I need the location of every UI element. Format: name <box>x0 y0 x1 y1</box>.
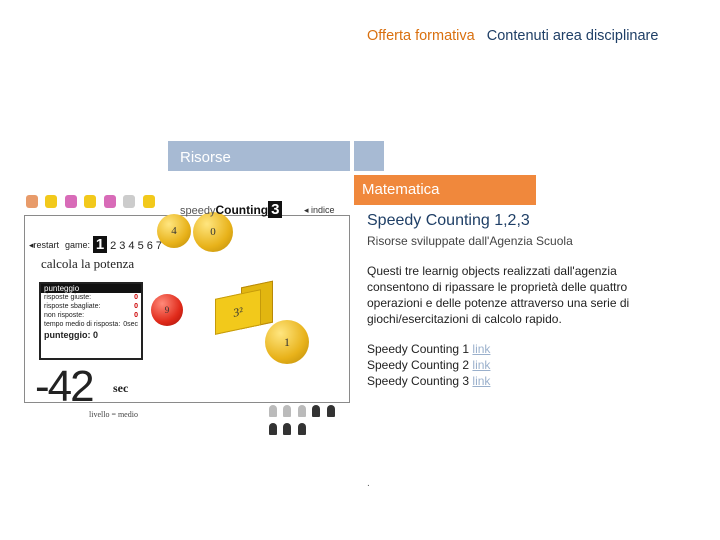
game-logo <box>180 201 282 218</box>
level-selector <box>93 236 162 253</box>
resource-subtitle: Risorse sviluppate dall'Agenzia Scuola <box>367 234 573 248</box>
link-row <box>367 341 490 357</box>
resource-title: Speedy Counting 1,2,3 <box>367 212 530 229</box>
answer-ball[interactable]: 9 <box>151 294 183 326</box>
answer-ball[interactable]: 1 <box>265 320 309 364</box>
stat-label: tempo medio di risposta: <box>44 321 121 328</box>
stat-value: 0 <box>134 303 138 310</box>
logo-small: speedy <box>180 205 216 217</box>
tab-matematica[interactable]: Matematica <box>354 175 536 205</box>
person-icon <box>298 405 306 417</box>
panel-header: punteggio <box>41 284 141 293</box>
stat-value: 0 <box>134 312 138 319</box>
score-panel <box>39 282 143 360</box>
character-icon <box>84 195 96 208</box>
character-icon <box>104 195 116 208</box>
character-icon <box>123 195 135 208</box>
game-prompt: calcola la potenza <box>41 256 135 271</box>
score-line <box>41 329 141 341</box>
game-screenshot <box>24 195 350 419</box>
person-icon <box>283 405 291 417</box>
indice-button[interactable]: ◂ indice <box>304 205 335 215</box>
tab-risorse[interactable]: Risorse <box>168 141 350 171</box>
score-label: punteggio: <box>44 330 91 340</box>
answer-ball[interactable]: 4 <box>157 214 191 248</box>
person-icon <box>269 405 277 417</box>
person-icon <box>283 423 291 435</box>
level-current[interactable]: 1 <box>93 236 107 253</box>
person-icon <box>312 405 320 417</box>
score-value: 0 <box>93 330 99 340</box>
link-label: Speedy Counting 2 <box>367 358 470 372</box>
stat-row <box>41 302 141 311</box>
person-icon <box>269 423 277 435</box>
restart-button[interactable]: ◂restart <box>29 240 60 250</box>
logo-number: 3 <box>268 201 282 218</box>
link-row <box>367 357 490 373</box>
timer-value: -42 <box>35 362 93 411</box>
person-icon <box>327 405 335 417</box>
link-label: Speedy Counting 1 <box>367 342 470 356</box>
game-frame <box>24 215 350 419</box>
level-text: livello = medio <box>89 410 138 419</box>
stat-value: 0sec <box>123 321 138 328</box>
level-options[interactable]: 2 3 4 5 6 7 <box>110 240 163 252</box>
resource-description: Questi tre learnig objects realizzati dall'agenzia consentono di ripassare le proprietà delle quattro operazioni e delle potenze attraverso una serie di giochi/esercitazioni di calcolo rapido. <box>367 264 630 326</box>
stat-row <box>41 293 141 302</box>
stat-label: risposte sbagliate: <box>44 303 101 310</box>
stat-label: risposte giuste: <box>44 294 92 301</box>
link-row <box>367 373 490 389</box>
character-icon <box>65 195 77 208</box>
expression-cube: 3² <box>215 289 261 335</box>
stat-value: 0 <box>134 294 138 301</box>
link-3[interactable]: link <box>472 374 491 388</box>
player-icons <box>269 404 349 440</box>
link-2[interactable]: link <box>472 358 491 372</box>
resource-links <box>367 341 490 389</box>
person-icon <box>298 423 306 435</box>
character-icon <box>143 195 155 208</box>
answer-ball[interactable]: 0 <box>193 212 233 252</box>
timer-unit: sec <box>113 381 129 395</box>
link-label: Speedy Counting 3 <box>367 374 470 388</box>
stat-row <box>41 320 141 329</box>
stat-row <box>41 311 141 320</box>
character-icon <box>26 195 38 208</box>
character-icon <box>45 195 57 208</box>
tab-risorse-side <box>354 141 384 171</box>
game-label: game: <box>65 240 91 250</box>
character-row <box>26 195 176 215</box>
nav-offerta-formativa[interactable]: Offerta formativa <box>367 28 475 44</box>
top-nav <box>367 28 658 44</box>
logo-big: Counting <box>215 203 269 217</box>
footer-dot: . <box>367 478 370 489</box>
stat-label: non risposte: <box>44 312 85 319</box>
nav-contenuti-area[interactable]: Contenuti area disciplinare <box>486 28 659 44</box>
link-1[interactable]: link <box>472 342 491 356</box>
